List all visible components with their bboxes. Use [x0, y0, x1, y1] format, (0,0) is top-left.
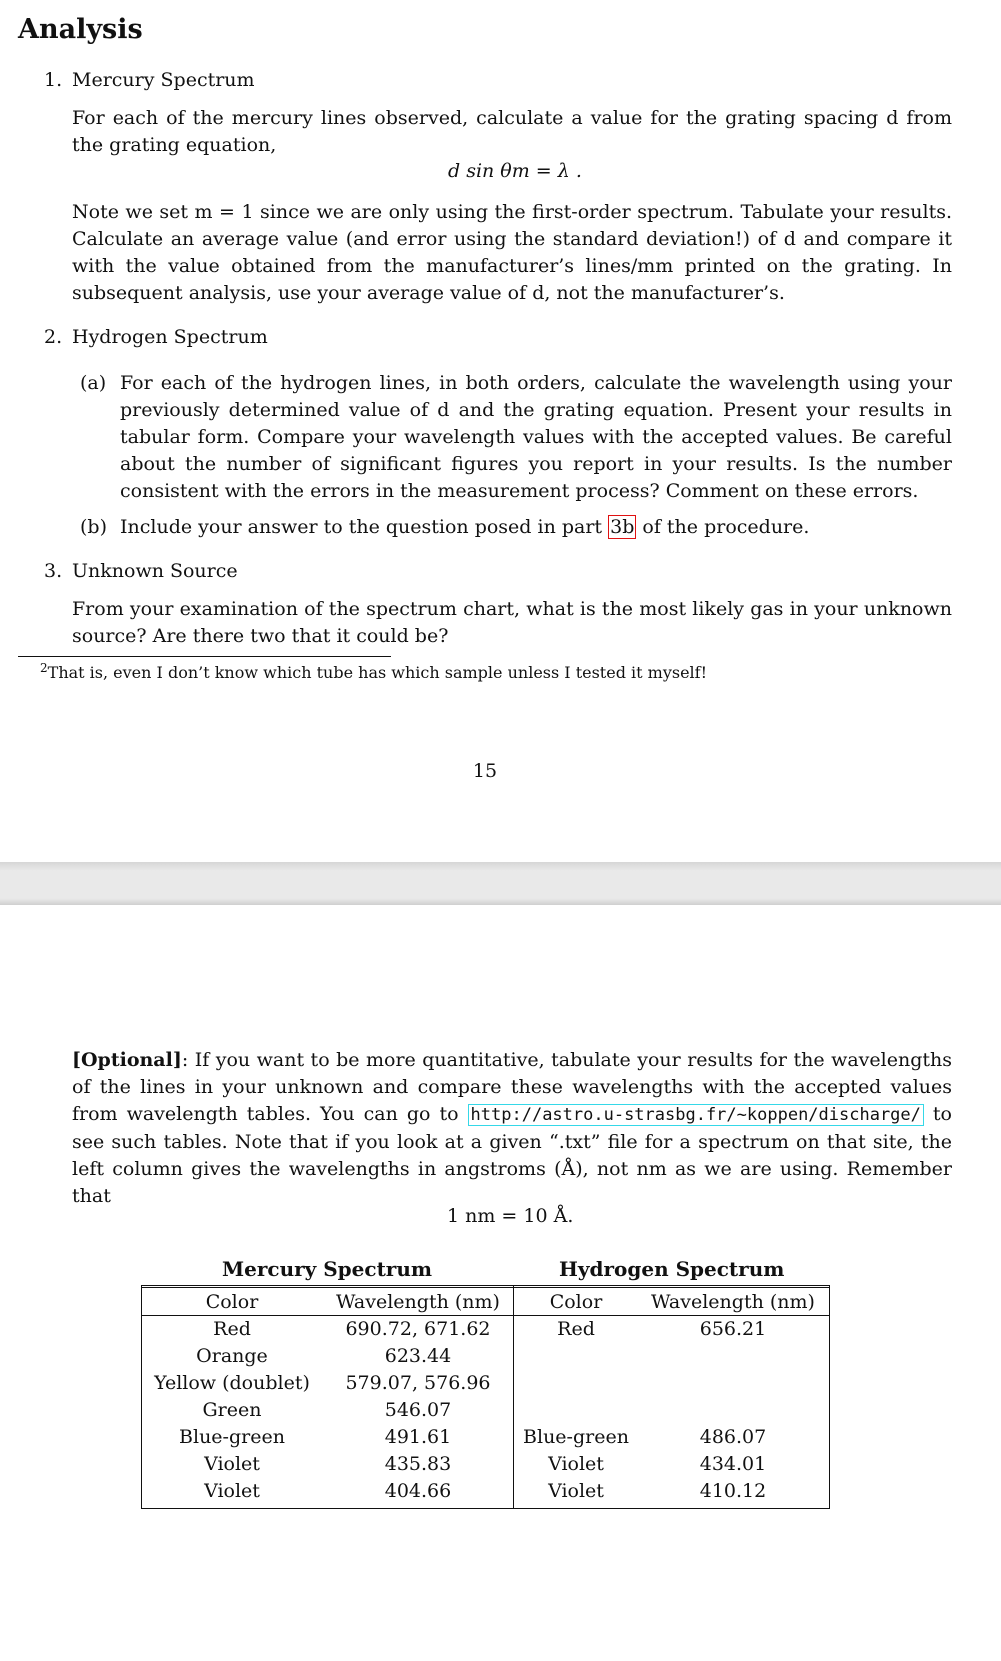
table-cell-hg-color: Orange [196, 1345, 268, 1367]
item-1-title: Mercury Spectrum [72, 69, 255, 91]
table-cell-h-color: Red [557, 1318, 595, 1340]
item-1-number: 1. [44, 69, 63, 91]
item-2b-text-after: of the procedure. [636, 516, 810, 538]
table-cell-h-wavelength: 486.07 [699, 1426, 767, 1448]
table-header-h-color: Color [549, 1291, 603, 1313]
table-header-h-wavelength: Wavelength (nm) [651, 1291, 815, 1313]
section-title: Analysis [18, 14, 143, 45]
item-2b-text [120, 514, 809, 541]
item-2b-text-before: Include your answer to the question posed in part [120, 516, 609, 538]
table-cell-hg-wavelength: 690.72, 671.62 [345, 1318, 491, 1340]
item-1-heading [44, 69, 255, 91]
table-cell-h-color: Violet [548, 1480, 604, 1502]
item-2-title: Hydrogen Spectrum [72, 326, 268, 348]
hydrogen-table-title: Hydrogen Spectrum [559, 1257, 785, 1281]
optional-label: [Optional] [72, 1049, 182, 1071]
table-cell-hg-wavelength: 491.61 [384, 1426, 452, 1448]
optional-paragraph [72, 1047, 952, 1210]
item-2-heading [44, 326, 268, 348]
grating-equation [448, 160, 582, 182]
mercury-table-title: Mercury Spectrum [222, 1257, 433, 1281]
table-cell-h-wavelength: 656.21 [699, 1318, 767, 1340]
table-double-rule [141, 1287, 830, 1288]
item-3-heading [44, 560, 238, 582]
table-cell-h-color: Violet [548, 1453, 604, 1475]
procedure-ref-link[interactable]: 3b [610, 516, 635, 538]
table-cell-hg-wavelength: 435.83 [384, 1453, 452, 1475]
footnote-rule [18, 656, 391, 657]
page-number: 15 [472, 760, 498, 782]
item-2b-label: (b) [80, 516, 107, 538]
grating-equation-text: d sin θm = λ . [448, 160, 582, 182]
table-cell-h-color: Blue-green [523, 1426, 629, 1448]
item-1-para-2: Note we set m = 1 since we are only using the first-order spectrum. Tabulate your results. Calculate an average value (and error using the standard deviation!) of d and compare it with the value obtained from the manufacturer’s lines/mm printed on the grating. In subsequent analysis, use your average value of d, not the manufacturer’s. [72, 201, 952, 304]
table-cell-hg-wavelength: 623.44 [384, 1345, 452, 1367]
discharge-url-link[interactable]: http://astro.u-strasbg.fr/~koppen/discharge/ [468, 1104, 924, 1126]
table-cell-h-wavelength: 410.12 [699, 1480, 767, 1502]
table-cell-hg-color: Blue-green [179, 1426, 285, 1448]
optional-text-after: to see such tables. Note that if you look at a given “.txt” file for a spectrum on that site, the left column gives the wavelengths in angstroms (Å), not nm as we are using. Remember that [72, 1103, 952, 1207]
table-cell-hg-color: Green [202, 1399, 262, 1421]
table-cell-hg-wavelength: 579.07, 576.96 [345, 1372, 491, 1394]
table-cell-hg-color: Red [213, 1318, 251, 1340]
footnote-mark: 2 [40, 661, 48, 675]
footnote-text: That is, even I don’t know which tube has which sample unless I tested it myself! [47, 663, 708, 682]
table-cell-hg-color: Yellow (doublet) [154, 1372, 310, 1394]
item-2a-label: (a) [80, 372, 107, 394]
table-cell-hg-wavelength: 404.66 [384, 1480, 452, 1502]
optional-text-before: : If you want to be more quantitative, tabulate your results for the wavelengths of the lines in your unknown and compare these wavelengths with the accepted values from wavelength tables. You can go to [72, 1049, 952, 1125]
page-separator [0, 862, 1001, 905]
table-cell-hg-color: Violet [204, 1480, 260, 1502]
table-cell-hg-color: Violet [204, 1453, 260, 1475]
table-header-hg-wavelength: Wavelength (nm) [336, 1291, 500, 1313]
unit-equation: 1 nm = 10 Å. [447, 1205, 574, 1227]
item-2a-text: For each of the hydrogen lines, in both orders, calculate the wavelength using your previously determined value of d and the grating equation. Present your results in tabular form. Compare your wavelength values with the accepted values. Be careful about the number of significant figures you report in your results. Is the number consistent with the errors in the measurement process? Comment on these errors. [120, 372, 952, 502]
item-1-para-1: For each of the mercury lines observed, calculate a value for the grating spacing d from the grating equation, [72, 107, 952, 156]
table-cell-hg-wavelength: 546.07 [384, 1399, 452, 1421]
page-16 [0, 905, 1001, 1661]
item-2-number: 2. [44, 326, 63, 348]
item-3-title: Unknown Source [72, 560, 238, 582]
footnote [40, 661, 707, 682]
table-cell-h-wavelength: 434.01 [699, 1453, 767, 1475]
item-3-number: 3. [44, 560, 63, 582]
item-3-para: From your examination of the spectrum chart, what is the most likely gas in your unknown source? Are there two that it could be? [72, 598, 952, 647]
table-header-hg-color: Color [205, 1291, 259, 1313]
